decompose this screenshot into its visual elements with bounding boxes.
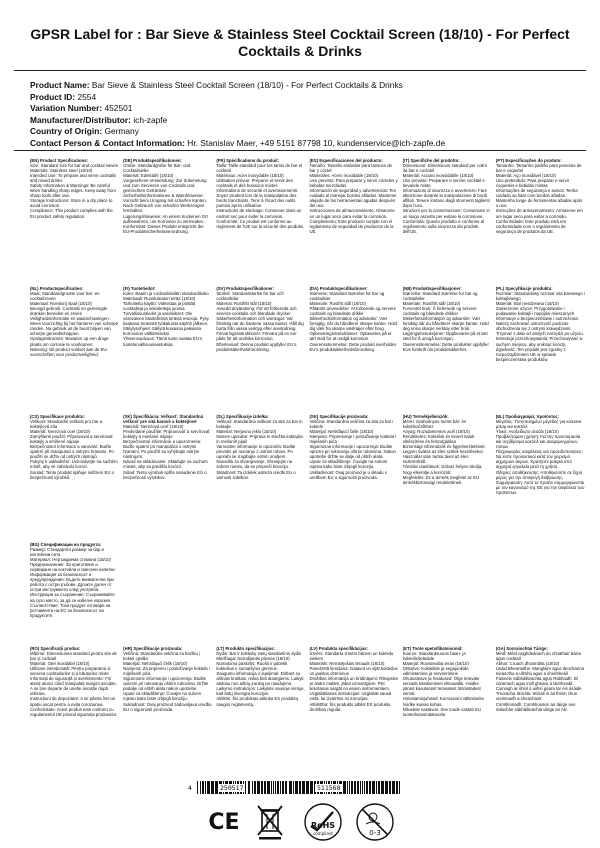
spec-body: Veličina: Standardna veličina za sita za bar i koktele Materijal: Nehrđajući čelik (18/10) Namjena: Pripremanje i posluživanje koktela i miješanih pića Sigurnosne informacije i upozorenja: Budite oprezni pri rukovanju oštrim rubovima. Nakon upotrebe držite se dalje od oštrih alata. Upute za skladištenje: Čuvajte na suhom mjestu kako biste izbjegli koroziju. Usklađenost: Ovaj proizvod je u skladu s uredbom EU o sigurnosti proizvoda. xyxy=(309,419,397,480)
barcode-bar xyxy=(264,781,266,794)
page-title: GPSR Label for : Bar Sieve & Stainless Steel Cocktail Screen (18/10) - For Perfect Cocktails & Drinks xyxy=(30,26,570,59)
spec-row-2 xyxy=(30,286,585,362)
barcode-bar xyxy=(295,781,298,794)
meta-label: Variation Number: xyxy=(30,103,103,114)
spec-body: Størrelse: Standard størrelse for bar og cocktailsiler Materiale: Rustfritt stål (18/10) Forventet bruk: Å forberede og servere cocktails og blandede drikker Sikkerhetsinformasjon og advarsler: Vær forsiktig når du håndterer skarpe kanter. Hold deg unna skarpe verktøy etter bruk. Lagringsinstruksjoner: Oppbevares på et tørt sted for å unngå korrosjon. Overensstemmelse: Dette produktet oppfyller EUs forskrift om produktsikkerhet. xyxy=(402,291,489,352)
barcode-bar xyxy=(285,781,287,794)
spec-heading: (EN) Product Specifications: xyxy=(30,158,89,163)
spec-heading: (SK) Špecifikácia: Veľkosť: Štandardná veľkosť pre sitá barové a koktejlové xyxy=(123,414,204,425)
spec-heading: (FI) Tuotetiedot: xyxy=(123,286,156,291)
spec-block xyxy=(123,158,212,234)
meta-label: Contact Person & Contact Information: xyxy=(30,137,185,148)
barcode-bar xyxy=(267,781,270,794)
spec-body: Tamaño: Tamaño estándar para tamices de bar y cóctel Materiales: Acero inoxidable (18/10) Uso previsto: Para preparar y servir cócteles y bebidas mezcladas Información de seguridad y advertencias: Ten cuidado al manejar bordes afilados. Mantener alejado de las herramientas agudas después del uso. Instrucciones de almacenamiento: Almacene en un lugar seco para evitar la corrosión. Cumplimiento: Este producto cumple con el reglamento de seguridad de productos de la UE. xyxy=(309,163,398,234)
spec-body: Méid: Méid caighdeánach do chriathair barra agus cocktail Ábhar: Cruach dhosmálta (18/10) Úsáid Bheartaithe: Manglaim agus deochanna measctha a ullmhú agus a sheirbheáil Faisnéis Sábháilteachta agus Rabhaidh: Bí cúramach agus imill ghéara á láimhseáil. Coinnigh ar shiúl ó uirlisí géara tar éis úsáide Treoracha Stórála: Stóráil in áit thirim chun creimeadh a sheachaint. Comhlíonadh: Comhlíonann an táirge seo rialachán sábháilteachta táirge an AE. xyxy=(495,651,584,712)
barcode-bar xyxy=(200,781,201,794)
spec-block xyxy=(496,646,585,717)
barcode-bar xyxy=(289,781,292,794)
spec-heading: (FR) Spécifications du produit: xyxy=(216,158,280,163)
spec-heading: (IT) Specifiche del prodotto: xyxy=(402,158,460,163)
spec-row-3 xyxy=(30,414,585,495)
spec-heading: (EL) Προδιαγραφές προϊόντος: xyxy=(495,414,560,419)
spec-body: Suurus: Standardsuurus baari- ja kokteilisõeladele Materjal: Roostevaba teras (18/10) Otstarve: Kokteilide ja segajookide valmistamine ja serveerimine Ohutusteave ja hoiatused: Olge teravate servade käsitsemisel ettevaatlik. Hoidke pärast kasutamist teravatest tööriistadest eemal. Hoiustamisjuhised: Korrosiooni vältimiseks hoidke kuivas kohas. Nõuetele vastavus: See toode vastab ELi tooteohutusmäärusele. xyxy=(402,651,484,717)
spec-body: Rozmiar: Standardowy rozmiar sita barowego i koktajlowego Materiał: Stal nierdzewna (18/10) Zamierzone użycie: Przygotowanie i podawanie koktajli i napojów mieszanych Informacje o bezpieczeństwie i ostrzeżenia: Należy zachować ostrożność podczas obchodzenia się z ostrymi krawędziami. Trzymać z dala od ostrych narzędzi po użyciu. Instrukcje przechowywania: Przechowywać w suchym miejscu, aby uniknąć korozji. Zgodność: Ten produkt jest zgodny z rozporządzeniem UE w sprawie bezpieczeństwa produktów. xyxy=(495,291,585,362)
spec-block xyxy=(30,646,119,717)
barcode-right-digits: 511568 xyxy=(317,784,341,792)
barcode-bar xyxy=(252,781,253,794)
barcode-bar xyxy=(378,781,380,794)
spec-heading: (NB) Produktspesifikasjoner: xyxy=(402,286,462,291)
age-restriction-icon xyxy=(355,802,395,842)
spec-block xyxy=(216,286,305,362)
spec-block xyxy=(309,414,398,495)
barcode-bar xyxy=(366,781,368,794)
barcode-bar xyxy=(277,781,279,794)
barcode-bar xyxy=(299,781,301,794)
meta-row xyxy=(30,138,590,150)
rohs-icon xyxy=(303,802,343,842)
spec-block xyxy=(30,414,119,495)
spec-block xyxy=(216,414,305,495)
barcode-bar xyxy=(275,781,276,794)
meta-row xyxy=(30,103,590,115)
barcode-bar xyxy=(364,781,365,794)
barcode-bar xyxy=(357,781,359,794)
spec-body: Izmērs: Standarta izmērs bāriem un kokteiļu sietiem Materiāls: Nerūsējošais tērauds (18/10) Paredzētā lietošana: Gatavot un sijāt kokteiļus un jauktus dzērienus Drošības informācija un brīdinājumi: Rīkojoties ar asām malām, jābūt uzmanīgiem. Pēc lietošanas sargāt no asiem instrumentiem. Uzglabāšanas instrukcijas: Uzglabāt sausā vietā, lai izvairītos no korozijas. Atbilstība: Šis produkts atbilst ES produktu drošības regulai. xyxy=(309,651,399,712)
barcode-bar xyxy=(376,781,377,794)
spec-heading: (GA) Sonraíochtaí Táirge: xyxy=(495,646,548,651)
barcode-bar xyxy=(205,781,206,794)
barcode-bar xyxy=(362,781,363,794)
spec-block xyxy=(30,542,119,618)
spec-body: Størrelse: Standard størrelse for bar og cocktailsier Materiale: Rustfrit stål (18/10) Påtænkt anvendelse: At forberede og servere cocktails og blandede drikke Sikkerhedsinformation og advarsler: Vær forsigtig, når du håndterer skarpe kanter. Hold dig væk fra skarpe værktøjer efter brug. Opbevaringsinstruktioner: Opbevares på et tørt sted for at undgå korrosion. Overensstemmelse: Dette produkt overholder EU's produktsikkerhedsforordning. xyxy=(309,291,397,352)
spec-body: Dimensione: Dimensione standard per colini da bar e cocktail Materiali: Acciaio inossidabile (18/10) Uso previsto: Preparare e servire cocktail e bevande miste Informazioni di sicurezza e avvertenze: Fare attenzione durante la manipolazione di bordi affilati. Tenere lontano dagli strumenti taglienti dopo l'uso. Istruzioni per la conservazione: Conservare in un luogo asciutto per evitare la corrosione. Conformità: Questo prodotto è conforme al regolamento sulla sicurezza dei prodotti dell'UE. xyxy=(402,163,490,234)
spec-heading: (SL) Specifikacije izdelka: xyxy=(216,414,269,419)
meta-value: 452501 xyxy=(104,103,133,114)
meta-label: Country of Origin: xyxy=(30,126,103,137)
trash-bin-icon xyxy=(255,802,285,840)
barcode-bar xyxy=(282,781,284,794)
spec-body: Méret: Szabványos méret bár- és koktélszűrőkhöz Anyag: Rozsdamentes acél (18/10) Rendeltetés: Koktélok és kevert italok elkészítése és felszolgálása Biztonsági információk és figyelmeztetések: Legyen óvatos az éles szélek kezelésekor. Használat után tartsa távol az éles eszközöktől. Tárolási utasítások: Száraz helyen tárolja, hogy elkerülje a korróziót. Megfelelés: Ez a termék megfelel az EU termékbiztonsági rendeletének. xyxy=(402,419,486,485)
barcode-bar xyxy=(293,781,294,794)
spec-block xyxy=(216,646,305,717)
barcode-bar xyxy=(302,781,305,794)
meta-value: Germany xyxy=(104,126,139,137)
spec-body: Größe: Standardgröße für Bar- und Cocktailsiebe Material: Edelstahl (18/10) Vorgesehene Verwendung: Zur Zubereitung und zum Servieren von Cocktails und gemischten Getränken Sicherheitsinformationen & Warnhinweise: Vorsicht beim Umgang mit scharfen Kanten. Nach Gebrauch von scharfen Werkzeugen fernhalten. Lagerungshinweise: An einem trockenen Ort aufbewahren, um Korrosion zu vermeiden. Konformität: Dieses Produkt entspricht der EU-Produktsicherheitsverordnung. xyxy=(123,163,208,234)
spec-body: Size: Standard size for bar and cocktail sieves Materials: Stainless steel (18/10) Intended Use: To prepare and serve cocktails and mixed drinks Safety Information & Warnings: Be careful when handling sharp edges. Keep away from sharp tools after use. Storage Instructions: Store in a dry place to avoid corrosion. Compliance: This product complies with the EU product safety regulation. xyxy=(30,163,118,219)
barcode-bar xyxy=(202,781,204,794)
spec-heading: (ES) Especificaciones del producto: xyxy=(309,158,383,163)
barcode-bar xyxy=(369,781,371,794)
spec-body: Veličina: Standardna veličina za baršku i koktel cjedila Materijal: Nehrđajući čelik (18/10) Namjena: Za pripremu i posluživanje koktela i miješanih pića Sigurnosne informacije i upozorenja: Budite oprezni pri rukovanju oštrim rubovima. Držite podalje od oštrih alata nakon upotrebe. Upute za skladištenje: Čuvajte na suhom mjestu kako biste izbjegli koroziju. Sukladnost: Ovaj proizvod zadovoljava uredbu EU o sigurnosti proizvoda. xyxy=(123,651,212,712)
spec-body: Storlek: Standardstorlek för bar och cocktailsilar Material: Rostfritt stål (18/10) Avsedd användning: För att förbereda och servera cocktails och blandade drycker Säkerhetsinformation och varningar: Var försiktig när du hanterar vassa kanter. Håll dig borta från vassa verktyg efter användning. Förvaringsinstruktioner: Förvara på en torr plats för att undvika korrosion. Efterlevnad: Denna produkt uppfyller EU:s produktsäkerhetsförordning. xyxy=(216,291,304,352)
meta-label: Product ID: xyxy=(30,91,76,102)
spec-row-4 xyxy=(30,542,585,618)
spec-block xyxy=(403,414,492,495)
meta-row xyxy=(30,115,590,127)
meta-row xyxy=(30,80,590,92)
barcode-bar xyxy=(354,781,356,794)
meta-label: Manufacturer/Distributor: xyxy=(30,114,131,125)
meta-row xyxy=(30,126,590,138)
barcode-bar xyxy=(349,781,350,794)
barcode-bar xyxy=(273,781,274,794)
spec-heading: (RO) Specificații produs: xyxy=(30,646,81,651)
spec-heading: (HR) Specifikacije proizvoda: xyxy=(123,646,183,651)
spec-body: Размер: Стандартен размер за бар и коктейлни сита Материал: Неръждаема стомана (18/10) Предназначение: За приготвяне и сервиране на коктейли и смесени напитки Информация за безопасност и предупреждения: Бъдете внимателни при работа с остри ръбове. Дръжте далеч от остри инструменти след употреба. Инструкции за съхранение: Съхранявайте на сухо място, за да се избегне корозия. Съответствие: Този продукт отговаря на регламента на ЕС за безопасност на продуктите. xyxy=(30,547,115,618)
barcode-left-digits: 250517 xyxy=(220,784,244,792)
barcode-bar xyxy=(271,781,272,794)
spec-heading: (SK) Specifikacije proizvoda: xyxy=(309,414,369,419)
spec-body: Taille: Taille standard pour les tamis de bar et cocktail Matériaux: Acier inoxydable (18/10) Utilisation prévue: Préparer et servir des cocktails et des boissons mixtes Informations de sécurité et avertissements: Soyez prudent lors de la manipulation des bords tranchants. Tenir à l'écart des outils pointus après utilisation. Instructions de stockage: Conserver dans un endroit sec pour éviter la corrosion. Conformité: Ce produit est conforme au règlement de l'UE sur la sécurité des produits. xyxy=(216,163,305,229)
spec-block xyxy=(403,158,492,234)
meta-label: Product Name: xyxy=(30,80,90,90)
meta-row xyxy=(30,92,590,104)
spec-heading: (LT) Produkto specifikacijos: xyxy=(216,646,275,651)
barcode-bar xyxy=(343,781,346,794)
svg-text:RoHS: RoHS xyxy=(310,821,336,830)
barcode-bar xyxy=(280,781,281,794)
spec-block xyxy=(123,286,212,362)
spec-body: Velikost: Standardní velikost pro bar a koktejlová síta Materiál: Nerezová ocel (18/10) Zamýšlené použití: Připravovat a servírovat koktejly a smíšené nápoje Bezpečnostní informace a varování: Buďte opatrní při manipulaci s ostrými hranami. Po použití se držte od ostrých nástrojů. Pokyny k uskladnění: Uchovávejte na suchém místě, aby se zabránilo korozi. Soulad: Tento produkt splňuje nařízení EU o bezpečnosti výrobků. xyxy=(30,419,118,480)
spec-block xyxy=(496,414,585,495)
barcode-bar xyxy=(360,781,361,794)
spec-body: Materiál: Nerezová oceľ (18/10) Predvídané použitie: Pripravovať a servírovať koktejly a miešané nápoje Bezpečnostné informácie a upozornenia: Buďte opatrní pri manipulácii s ostrými hranami. Po použití sa vyhýbajte ostrým nástrojom. Návod na skladovanie: Skladujte na suchom mieste, aby sa predišlo korózii. Súlad: Tento výrobok spĺňa nariadenie EÚ o bezpečnosti výrobkov. xyxy=(123,424,210,480)
spec-body: Μέγεθος: Τυποποιημένο μέγεθος για κόσκινα μπαρ και κοκτέιλ Υλικό: Ανοξείδωτο ατσάλι (18/10) Προβλεπόμενη χρήση: Για την προετοιμασία και σερβίρισμα κοκτέιλ και αναμεμειγμένων ποτών Πληροφορίες ασφάλειας και προειδοποιήσεις: Να είστε προσεκτικοί κατά τον χειρισμό αιχμηρών άκρων. Κρατήστε μακριά από αιχμηρά εργαλεία μετά τη χρήση. Οδηγίες αποθήκευσης: Αποθηκεύστε σε ξηρό μέρος για την αποφυγή διάβρωσης. Συμμόρφωση: Αυτό το προϊόν συμμορφώνεται με τον κανονισμό της ΕΕ για την ασφάλεια των προϊόντων. xyxy=(495,419,585,495)
barcode-bar xyxy=(248,781,250,794)
meta-value: Hr. Stanislav Maer, +49 5151 87798 10, kundenservice@ich-zapfe.de xyxy=(187,137,446,148)
barcode-bar xyxy=(396,781,398,794)
barcode-lead-digit: 4 xyxy=(188,784,192,792)
spec-body: Mărime: Dimensiunea standard pentru site de bar și cocktail Material: Oțel inoxidabil (18/10) Utilizare intenționată: Pentru prepararea și servirea cocktailurilor și a băuturilor mixte Informații de siguranță și avertismente: Fiți atenți atunci când manipulați margini ascuțite. A se ține departe de unelte ascuțite după utilizare. Instrucțiuni de depozitare: A se păstra într-un spațiu uscat pentru a evita coroziunea. Conformitate: Acest produs este conform cu regulamentul UE privind siguranța produselor. xyxy=(30,651,118,717)
spec-block xyxy=(123,646,212,717)
spec-block xyxy=(309,646,398,717)
barcode-bar xyxy=(257,781,260,794)
barcode-bar xyxy=(197,781,198,794)
barcode-bar xyxy=(385,781,388,794)
spec-heading: (PL) Specyfikacje produktu: xyxy=(495,286,553,291)
barcode-bar xyxy=(261,781,263,794)
barcode-bar xyxy=(392,781,395,794)
spec-body: Dydis: Bar ir kokteilių sietų standartinis dydis Medžiaga: Nerūdijantis plienas (18/10) Numatoma paskirtis: Ruošti ir patiekti kokteilius ir sumaišytus gėrimus Saugumo informacija ir įspėjimai: Dirbant su aštriais kraštais, reikia būti atsargiems. Laikyti atokiau nuo aštrių įrankių po naudojimo. Laikymo instrukcijos: Laikykite sausoje vietoje, kad būtų išvengta korozijos. Atitiktis: Šis produktas atitinka ES produktų saugos reglamentą. xyxy=(216,651,305,707)
spec-heading: (DA) Produktspecifikationer: xyxy=(309,286,368,291)
spec-body: Maat: Standaardgrootte voor bar- en cocktailzeven Materiaal: Roestvrij staal (18/10) Beoogd gebruik: Cocktails en gemengde dranken bereiden en zeven Veiligheidsinformatie en waarschuwingen: Wees voorzichtig bij het hanteren van scherpe randen. Na gebruik uit de buurt blijven van scherpe gereedschappen. Opslaginstructies: Bewaren op een droge plaats om corrosie te voorkomen. Naleving: Dit product voldoet aan de EU-voorschriften voor productveiligheid. xyxy=(30,291,119,357)
ce-mark-text: CE xyxy=(208,810,240,835)
spec-heading: (NL) Productspecificaties: xyxy=(30,286,84,291)
barcode-bar xyxy=(381,781,384,794)
spec-block xyxy=(309,158,398,234)
ce-mark-icon xyxy=(205,802,243,840)
svg-text:compliant: compliant xyxy=(313,831,333,836)
spec-heading: (DE) Produktspezifikationen: xyxy=(123,158,182,163)
svg-text:0-3: 0-3 xyxy=(369,829,381,837)
meta-value: 2554 xyxy=(77,91,97,102)
compliance-icons xyxy=(0,802,600,842)
spec-block xyxy=(30,158,119,234)
spec-row-1 xyxy=(30,158,585,234)
spec-block xyxy=(309,286,398,362)
meta-value: ich-zapfe xyxy=(133,114,168,125)
spec-block xyxy=(403,646,492,717)
spec-heading: (CS) Specifikace produktu: xyxy=(30,414,85,419)
barcode-bar xyxy=(347,781,348,794)
barcode-bar xyxy=(351,781,353,794)
barcode-bar xyxy=(306,781,309,794)
spec-heading: (SV) Produktspecifikationer: xyxy=(216,286,275,291)
spec-block xyxy=(403,286,492,362)
spec-heading: (BG) Спецификации на продукта: xyxy=(30,542,102,547)
meta-divider xyxy=(14,150,586,151)
spec-heading: (HU) Termékjellemzők: xyxy=(402,414,449,419)
spec-row-5 xyxy=(30,646,585,717)
barcode-bar xyxy=(207,781,210,794)
barcode-bar xyxy=(372,781,375,794)
spec-block xyxy=(496,286,585,362)
spec-body: Koko: Baarin ja cocktailsiivilän standardikoko Materiaali: Ruostumaton teräs (18/10) Tarkoitettu käyttö: Valmistaa ja pirittää cocktaileja ja sekoitettuja juomia Turvallisuustiedot ja varoitukset: Ole varovainen käsitellessä teräviä reunoja. Pysy kaukana terävistä työkaluista käytön jälkeen. Säilytysohjeet: Säilytä kuivassa paikassa korroosion välttämiseksi. Yhteensopivuus: Tämä tuote vastaa EU:n tuoteturvallisuusasetuksia. xyxy=(123,291,209,347)
barcode-bar xyxy=(211,781,214,794)
spec-body: Tamanho: Tamanho padrão para peneiras de bar e coquetel Material: Aço inoxidável (18/10) Uso pretendido: Para preparar e servir coquetéis e bebidas mistas Informações de segurança e avisos: Tenha cuidado ao lidar com bordas afiadas. Mantenha longe de ferramentas afiadas após o uso. Instruções de armazenamento: Armazene em um lugar seco para evitar a corrosão. Conformidade: Este produto está em conformidade com o regulamento de segurança de produtos da UE. xyxy=(495,163,583,234)
barcode-bar xyxy=(310,781,313,794)
spec-block xyxy=(30,286,119,362)
product-meta xyxy=(30,80,590,150)
spec-heading: (ET) Toote spetsifikatsioonid: xyxy=(402,646,463,651)
barcode-bar xyxy=(389,781,391,794)
spec-heading: (LV) Produkta specifikācijas: xyxy=(309,646,368,651)
spec-heading: (PT) Especificações do produto: xyxy=(495,158,562,163)
spec-block xyxy=(496,158,585,234)
barcode-bar xyxy=(254,781,256,794)
meta-value: Bar Sieve & Stainless Steel Cocktail Screen (18/10) - For Perfect Cocktails & Drinks xyxy=(91,80,403,90)
header-divider xyxy=(14,70,586,71)
barcode-bar xyxy=(399,781,400,794)
spec-block xyxy=(216,158,305,234)
spec-body: Velikost: Standardna velikost za sita za bar in koktajle Material: Nerjavno jeklo (18/10) Namen uporabe: Priprava in strežba koktajlov in mešanih pijač Varnostne informacije in opozorila: Bodite previdni pri ravnanju z ostrimi robovi. Po uporabi se izogibajte ostrim orodjem. Navodila za shranjevanje: Shranjujte na suhem mestu, da se prepreči korozija. Skladnost: Ta izdelek ustreza uredbi EU o varnosti izdelkov. xyxy=(216,419,304,480)
spec-block xyxy=(123,414,212,495)
